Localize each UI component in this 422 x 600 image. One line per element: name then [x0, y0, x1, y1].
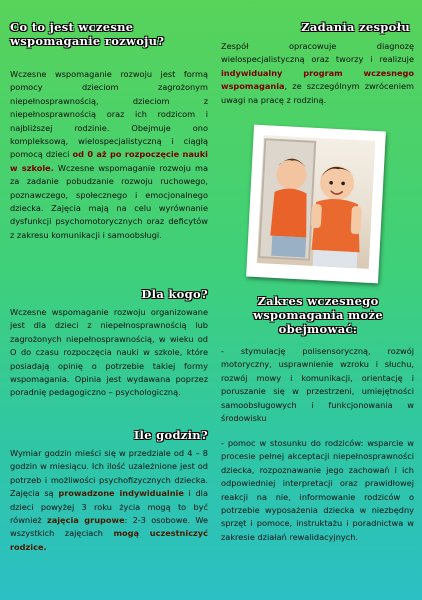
photo-frame: [246, 125, 386, 284]
heading-hours: Ile godzin?: [133, 428, 208, 442]
paragraph-team-tasks: Zespół opracowuje diagnozę wielospecjalistyczną oraz tworzy i realizuje indywidualny program wczesnego wspomagania, ze szczególnym zwróceniem uwagi na pracę z rodziną.: [221, 41, 414, 105]
child-mirror-photo-icon: [257, 135, 376, 269]
heading-scope: Zakres wczesnego wspomagania może obejmować:: [253, 294, 383, 336]
paragraph-hours: Wymiar godzin mieści się w przedziale od 4 – 8 godzin w miesiącu. Ich ilość uzależnione jest od potrzeb i możliwości psychofizycznych dziecka. Zajęcia są prowadzone indywidualnie i dla dzieci powyżej 3 roku życia mogą to być również zajęcia grupowe: 2-3 osobowe. We wszystkich zajęciach mogą uczestniczyć rodzice.: [10, 448, 209, 552]
paragraph-what-is: Wczesne wspomaganie rozwoju jest formą pomocy dzieciom zagrożonym niepełnosprawnością, dzieciom z niepełnosprawnością oraz ich rodzicom i najbliższej rodzinie. Obejmuje ono kompleksową, wielospecjalistyczną i ciągłą pomocą dzieci od 0 aż po rozpoczęcie nauki w szkole. Wczesne wspomaganie rozwoju ma za zadanie pobudzanie rozwoju ruchowego, poznawczego, społecznego i emocjonalnego dziecka. Zajęcia mają na celu wyrównanie dysfunkcji psychomotorycznych oraz deficytów z zakresu komunikacji i samoobsługi.: [10, 69, 208, 240]
heading-team-tasks: Zadania zespołu: [301, 20, 410, 34]
paragraph-scope-stimulation: - stymulację polisensoryczną, rozwój motoryczny, usprawnienie wzroku i słuchu, rozwój mowy i komunikacji, orientację i poruszanie się w przestrzeni, umiejętności samoobsługowych i funkcjonowania w środowisku: [221, 346, 414, 424]
heading-for-whom: Dla kogo?: [141, 287, 208, 301]
heading-what-is: Co to jest wczesne wspomaganie rozwoju?: [10, 20, 165, 48]
paragraph-scope-parents: - pomoc w stosunku do rodziców: wsparcie w procesie pełnej akceptacji niepełnosprawności dziecka, rozpoznawanie jego zachowań i ich odpowiedniej interpretacji oraz prawidłowej reakcji na nie, informowanie rodziców o potrzebie wyposażenia dziecka w niezbędny sprzęt i pomoce, instruktażu i poradnictwa w zakresie działań rewalidacyjnych.: [221, 438, 414, 542]
paragraph-for-whom: Wczesne wspomaganie rozwoju organizowane jest dla dzieci z niepełnosprawnością lub zagrożonych niepełnosprawnością, w wieku od O do czasu rozpoczęcia nauki w szkole, które posiadają opinię o potrzebie takiej formy wspomagania. Opinia jest wydawana poprzez poradnię pedagogiczno – psychologiczną.: [10, 307, 208, 398]
